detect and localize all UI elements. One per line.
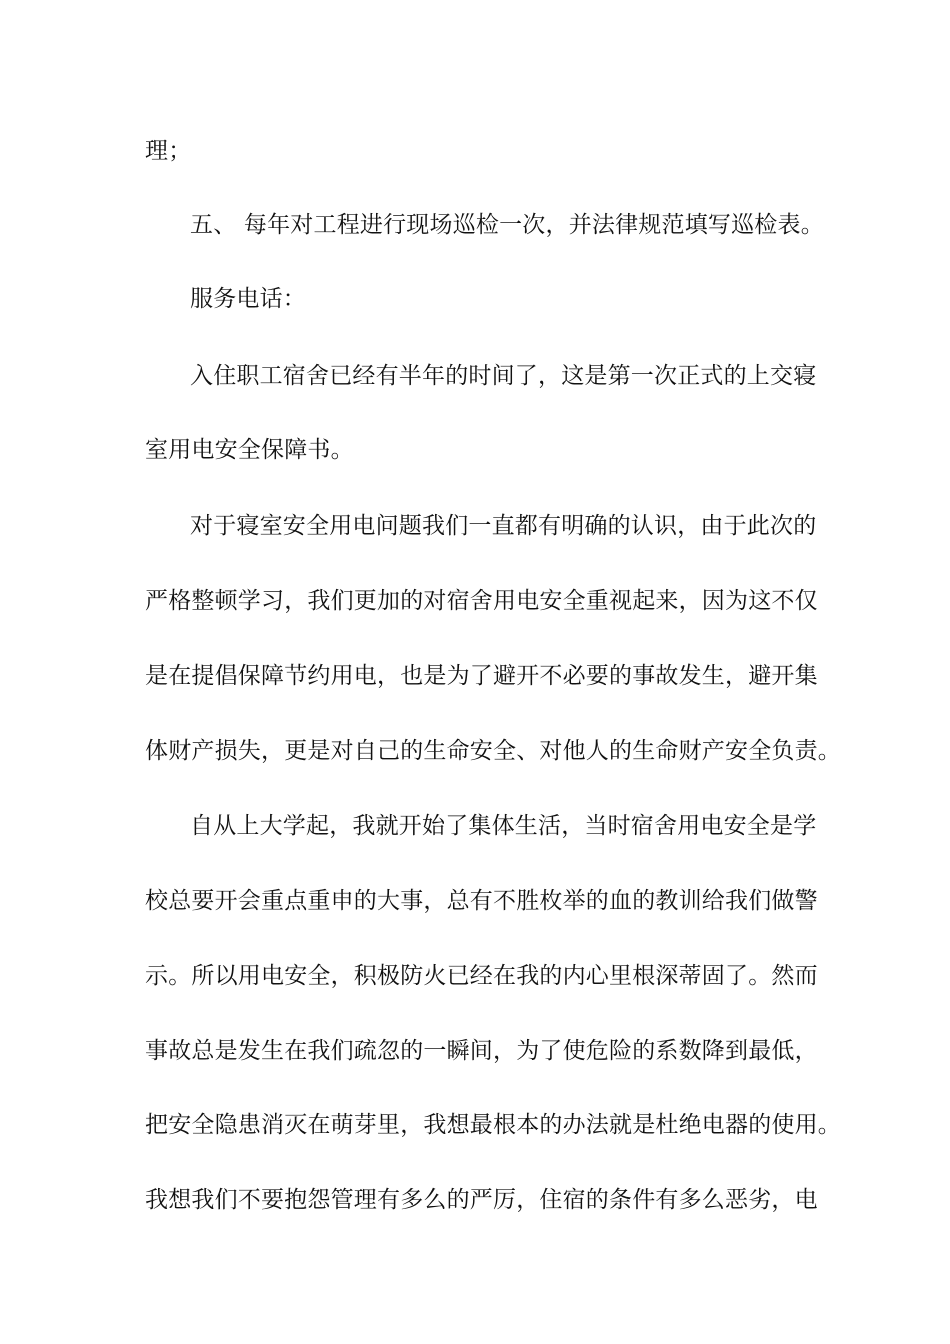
text-line: 事故总是发生在我们疏忽的一瞬间，为了使危险的系数降到最低，: [145, 1038, 818, 1064]
text-line: 我想我们不要抱怨管理有多么的严厉，住宿的条件有多么恶劣，电: [145, 1187, 818, 1213]
text-line: 理；: [145, 138, 192, 164]
text-line: 体财产损失，更是对自己的生命安全、对他人的生命财产安全负责。: [145, 738, 841, 764]
text-line: 把安全隐患消灭在萌芽里，我想最根本的办法就是杜绝电器的使用。: [145, 1112, 841, 1138]
text-line: 五、 每年对工程进行现场巡检一次，并法律规范填写巡检表。: [190, 212, 824, 238]
text-line: 是在提倡保障节约用电，也是为了避开不必要的事故发生，避开集: [145, 663, 818, 689]
text-line: 严格整顿学习，我们更加的对宿舍用电安全重视起来，因为这不仅: [145, 588, 818, 614]
text-line: 入住职工宿舍已经有半年的时间了，这是第一次正式的上交寝: [190, 363, 817, 389]
text-line: 室用电安全保障书。: [145, 437, 354, 463]
text-line: 对于寝室安全用电问题我们一直都有明确的认识，由于此次的: [190, 513, 817, 539]
text-line: 服务电话：: [190, 286, 306, 312]
text-line: 示。所以用电安全，积极防火已经在我的内心里根深蒂固了。然而: [145, 963, 818, 989]
text-line: 校总要开会重点重申的大事，总有不胜枚举的血的教训给我们做警: [145, 888, 818, 914]
text-line: 自从上大学起，我就开始了集体生活，当时宿舍用电安全是学: [190, 813, 817, 839]
